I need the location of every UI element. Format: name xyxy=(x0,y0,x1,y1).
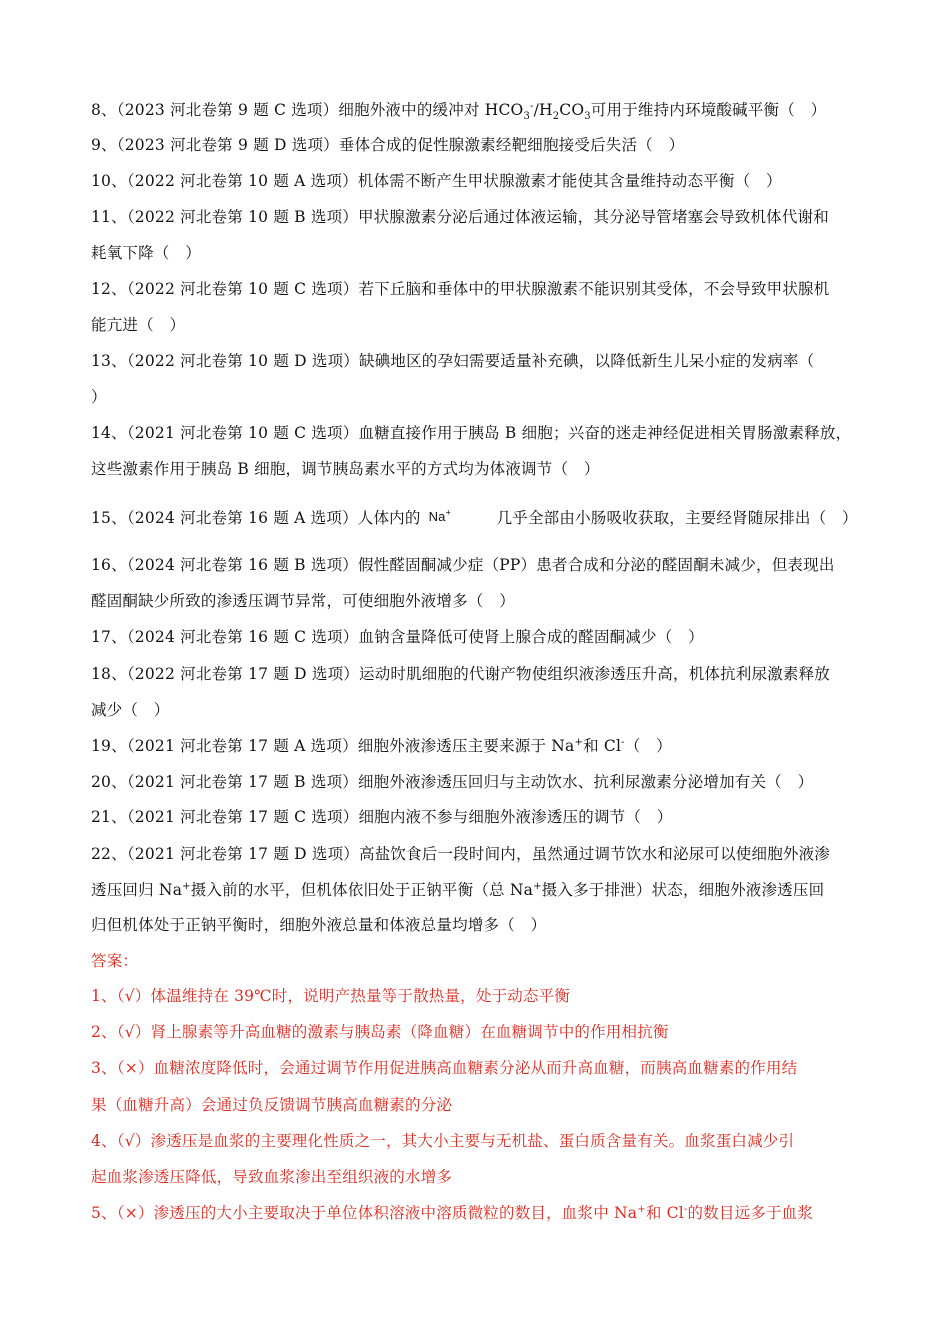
question-21: 21、（2021 河北卷第 17 题 C 选项）细胞内液不参与细胞外液渗透压的调节（ ） xyxy=(91,808,673,826)
question-9: 9、（2023 河北卷第 9 题 D 选项）垂体合成的促性腺激素经靶细胞接受后失活（ ） xyxy=(91,136,685,154)
a5-sup-2: - xyxy=(683,1203,688,1215)
q8-text-b: /H xyxy=(533,101,553,119)
q8-text-a: 8、（2023 河北卷第 9 题 C 选项）细胞外液中的缓冲对 HCO xyxy=(91,101,524,119)
q22-l2-text-a: 透压回归 Na xyxy=(91,881,183,899)
question-13-line-1: 13、（2022 河北卷第 10 题 D 选项）缺碘地区的孕妇需要适量补充碘，以降低新生儿呆小症的发病率（ xyxy=(91,352,815,370)
question-22-line-3: 归但机体处于正钠平衡时，细胞外液总量和体液总量均增多（ ） xyxy=(91,916,547,934)
question-10: 10、（2022 河北卷第 10 题 A 选项）机体需不断产生甲状腺激素才能使其含量维持动态平衡（ ） xyxy=(91,172,782,190)
question-16-line-1: 16、（2024 河北卷第 16 题 B 选项）假性醛固酮减少症（PP）患者合成和分泌的醛固酮未减少，但表现出 xyxy=(91,556,835,574)
q19-sup-2: - xyxy=(621,736,625,748)
q22-l2-text-b: 摄入前的水平，但机体依旧处于正钠平衡（总 Na xyxy=(190,881,534,899)
question-8 xyxy=(91,99,871,121)
q22-l2-sup-1: + xyxy=(182,880,191,892)
q15-na-ion xyxy=(429,506,452,528)
question-22-line-1: 22、（2021 河北卷第 17 题 D 选项）高盐饮食后一段时间内，虽然通过调节饮水和泌尿可以使细胞外液渗 xyxy=(91,845,831,863)
a5-text-c: 的数目远多于血浆 xyxy=(687,1204,814,1222)
q19-text-a: 19、（2021 河北卷第 17 题 A 选项）细胞外液渗透压主要来源于 Na xyxy=(91,737,575,755)
question-11-line-2: 耗氧下降（ ） xyxy=(91,244,201,262)
q22-l2-sup-2: + xyxy=(533,880,542,892)
question-12-line-1: 12、（2022 河北卷第 10 题 C 选项）若下丘脑和垂体中的甲状腺激素不能识别其受体，不会导致甲状腺机 xyxy=(91,280,830,298)
q22-l2-text-c: 摄入多于排泄）状态，细胞外液渗透压回 xyxy=(541,881,825,899)
q8-sub-1: 3 xyxy=(523,111,530,123)
question-13-line-2: ） xyxy=(91,388,107,406)
question-19 xyxy=(91,735,871,757)
q19-text-c: （ ） xyxy=(624,737,672,755)
answer-1: 1、（√）体温维持在 39℃时，说明产热量等于散热量，处于动态平衡 xyxy=(91,987,571,1005)
question-14-line-2: 这些激素作用于胰岛 B 细胞，调节胰岛素水平的方式均为体液调节（ ） xyxy=(91,460,600,478)
answer-3-line-1: 3、（×）血糖浓度降低时，会通过调节作用促进胰高血糖素分泌从而升高血糖，而胰高血糖素的作用结 xyxy=(91,1059,798,1077)
q8-sup-1: - xyxy=(530,100,534,112)
question-12-line-2: 能亢进（ ） xyxy=(91,316,186,334)
question-16-line-2: 醛固酮缺少所致的渗透压调节异常，可使细胞外液增多（ ） xyxy=(91,592,515,610)
question-15 xyxy=(91,507,871,529)
question-22-line-2 xyxy=(91,879,871,901)
answer-2: 2、（√）肾上腺素等升高血糖的激素与胰岛素（降血糖）在血糖调节中的作用相抗衡 xyxy=(91,1023,669,1041)
answers-heading: 答案： xyxy=(91,952,139,970)
a5-text-b: 和 Cl xyxy=(645,1204,684,1222)
q19-sup-1: + xyxy=(574,736,584,748)
answer-5 xyxy=(91,1202,871,1224)
question-14-line-1: 14、（2021 河北卷第 10 题 C 选项）血糖直接作用于胰岛 B 细胞；兴奋的迷走神经促进相关胃肠激素释放， xyxy=(91,424,852,442)
a5-text-a: 5、（×）渗透压的大小主要取决于单位体积溶液中溶质微粒的数目，血浆中 Na xyxy=(91,1204,638,1222)
a5-sup-1: + xyxy=(637,1203,646,1215)
q15-text-a: 15、（2024 河北卷第 16 题 A 选项）人体内的 xyxy=(91,509,421,527)
question-18-line-1: 18、（2022 河北卷第 17 题 D 选项）运动时肌细胞的代谢产物使组织液渗透压升高，机体抗利尿激素释放 xyxy=(91,665,831,683)
q8-sub-2: 2 xyxy=(552,111,560,123)
q15-na-text: Na xyxy=(428,509,446,524)
q8-text-d: 可用于维持内环境酸碱平衡（ ） xyxy=(590,101,827,119)
question-11-line-1: 11、（2022 河北卷第 10 题 B 选项）甲状腺激素分泌后通过体液运输，其分泌导管堵塞会导致机体代谢和 xyxy=(91,208,829,226)
answer-4-line-1: 4、（√）渗透压是血浆的主要理化性质之一，其大小主要与无机盐、蛋白质含量有关。血浆蛋白减少引 xyxy=(91,1132,795,1150)
q8-text-c: CO xyxy=(559,101,585,119)
q8-sub-3: 3 xyxy=(584,111,591,123)
answer-4-line-2: 起血浆渗透压降低，导致血浆渗出至组织液的水增多 xyxy=(91,1168,453,1186)
q15-text-b: 几乎全部由小肠吸收获取，主要经肾随尿排出（ ） xyxy=(496,509,858,527)
question-20: 20、（2021 河北卷第 17 题 B 选项）细胞外液渗透压回归与主动饮水、抗利尿激素分泌增加有关（ ） xyxy=(91,773,814,791)
answer-3-line-2: 果（血糖升高）会通过负反馈调节胰高血糖素的分泌 xyxy=(91,1096,453,1114)
question-17: 17、（2024 河北卷第 16 题 C 选项）血钠含量降低可使肾上腺合成的醛固酮减少（ ） xyxy=(91,628,704,646)
q19-text-b: 和 Cl xyxy=(583,737,622,755)
question-18-line-2: 减少（ ） xyxy=(91,701,170,719)
q15-na-sup: + xyxy=(445,507,452,518)
